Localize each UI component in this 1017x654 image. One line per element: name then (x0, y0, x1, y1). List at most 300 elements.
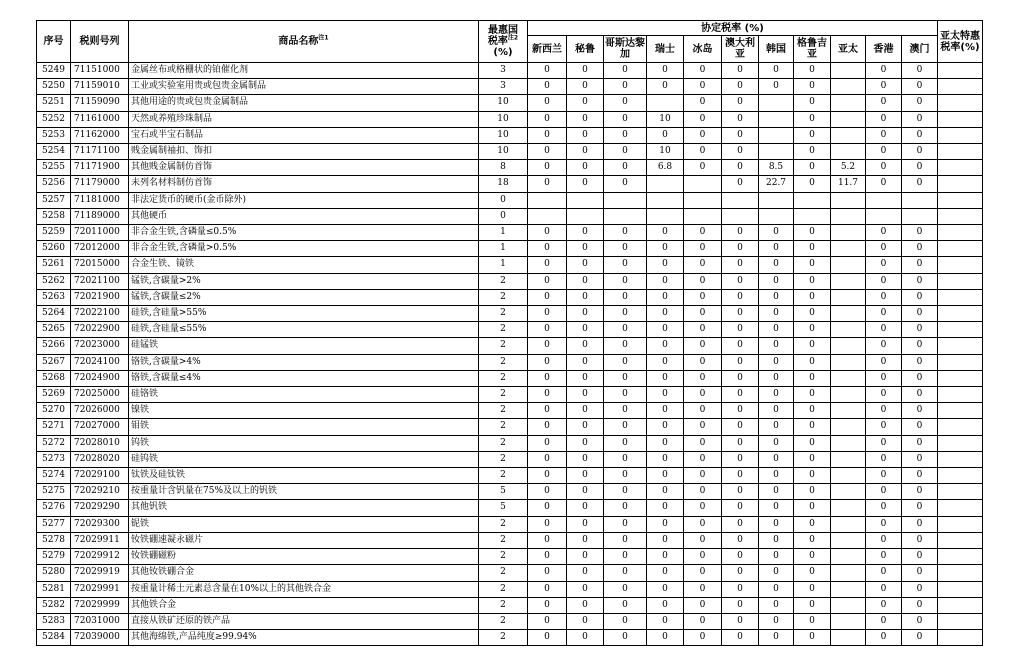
cell-mfn: 1 (479, 225, 528, 241)
cell-rate: 0 (759, 565, 794, 581)
cell-rate: 0 (567, 565, 604, 581)
cell-rate: 0 (567, 435, 604, 451)
cell-rate: 0 (722, 225, 759, 241)
cell-rate: 0 (794, 354, 831, 370)
cell-rate: 0 (722, 451, 759, 467)
cell-rate: 0 (647, 63, 684, 79)
cell-rate (831, 484, 866, 500)
cell-apta (938, 500, 983, 516)
cell-rate: 0 (722, 79, 759, 95)
cell-rate: 0 (794, 257, 831, 273)
table-row (37, 468, 983, 484)
cell-rate: 0 (866, 257, 902, 273)
cell-rate: 0 (722, 468, 759, 484)
cell-seq: 5276 (37, 500, 71, 516)
cell-rate: 0 (604, 95, 647, 111)
cell-rate: 0 (759, 273, 794, 289)
cell-rate: 0 (866, 468, 902, 484)
cell-rate: 0 (567, 338, 604, 354)
cell-rate: 0 (684, 387, 722, 403)
cell-apta (938, 613, 983, 629)
tariff-table (36, 20, 983, 646)
cell-rate: 0 (684, 468, 722, 484)
table-row (37, 435, 983, 451)
cell-mfn: 3 (479, 63, 528, 79)
table-row (37, 565, 983, 581)
cell-rate: 0 (902, 484, 938, 500)
cell-rate: 0 (794, 500, 831, 516)
cell-rate: 0 (866, 581, 902, 597)
table-row (37, 79, 983, 95)
cell-rate: 0 (722, 338, 759, 354)
header-agreement: 协定税率 (%) (528, 21, 938, 36)
cell-apta (938, 208, 983, 224)
header-country: 亚太 (831, 36, 866, 63)
cell-code: 71171900 (71, 160, 129, 176)
header-name (129, 21, 479, 63)
cell-code: 72027000 (71, 419, 129, 435)
cell-rate (528, 208, 567, 224)
cell-rate: 0 (647, 419, 684, 435)
cell-seq: 5275 (37, 484, 71, 500)
cell-rate: 0 (902, 306, 938, 322)
cell-rate: 0 (604, 176, 647, 192)
header-mfn (479, 21, 528, 63)
cell-rate: 0 (567, 516, 604, 532)
cell-rate: 0 (794, 176, 831, 192)
header-mfn-line1: 最惠国 (488, 25, 518, 36)
cell-mfn: 18 (479, 176, 528, 192)
cell-rate: 0 (647, 484, 684, 500)
cell-rate: 0 (794, 306, 831, 322)
header-code: 税则号列 (71, 21, 129, 63)
table-row (37, 516, 983, 532)
cell-rate: 0 (647, 630, 684, 646)
cell-rate: 0 (528, 289, 567, 305)
cell-rate: 0 (528, 322, 567, 338)
cell-apta (938, 225, 983, 241)
cell-rate: 0 (567, 95, 604, 111)
cell-rate: 0 (567, 387, 604, 403)
cell-rate: 0 (647, 127, 684, 143)
cell-code: 71181000 (71, 192, 129, 208)
cell-rate (684, 176, 722, 192)
header-country: 澳门 (902, 36, 938, 63)
cell-rate: 0 (794, 630, 831, 646)
cell-rate: 0 (684, 306, 722, 322)
cell-rate: 0 (647, 322, 684, 338)
cell-rate: 0 (902, 322, 938, 338)
cell-name: 工业或实验室用贵或包贵金属制品 (129, 79, 479, 95)
cell-name: 合金生铁、镜铁 (129, 257, 479, 273)
cell-rate (759, 208, 794, 224)
cell-apta (938, 435, 983, 451)
cell-name: 锰铁,含碳量>2% (129, 273, 479, 289)
cell-rate: 10 (647, 144, 684, 160)
header-mfn-note: 注2 (507, 34, 519, 42)
cell-code: 72026000 (71, 403, 129, 419)
cell-mfn: 2 (479, 630, 528, 646)
cell-apta (938, 597, 983, 613)
cell-seq: 5260 (37, 241, 71, 257)
cell-rate: 0 (902, 273, 938, 289)
cell-rate (647, 192, 684, 208)
cell-rate: 0 (794, 484, 831, 500)
cell-name: 按重量计稀土元素总含量在10%以上的其他铁合金 (129, 581, 479, 597)
table-row (37, 549, 983, 565)
cell-rate: 0 (866, 516, 902, 532)
cell-seq: 5277 (37, 516, 71, 532)
cell-rate (831, 225, 866, 241)
cell-name: 按重量计含钒量在75%及以上的钒铁 (129, 484, 479, 500)
cell-apta (938, 273, 983, 289)
cell-apta (938, 63, 983, 79)
cell-seq: 5278 (37, 532, 71, 548)
cell-seq: 5266 (37, 338, 71, 354)
cell-rate: 0 (759, 289, 794, 305)
cell-rate: 0 (794, 144, 831, 160)
cell-rate (831, 63, 866, 79)
header-country: 瑞士 (647, 36, 684, 63)
cell-rate: 0 (567, 484, 604, 500)
cell-seq: 5249 (37, 63, 71, 79)
cell-name: 其他海绵铁,产品纯度≥99.94% (129, 630, 479, 646)
cell-rate: 0 (902, 127, 938, 143)
cell-rate: 0 (528, 500, 567, 516)
cell-name: 镍铁 (129, 403, 479, 419)
cell-seq: 5255 (37, 160, 71, 176)
cell-rate: 0 (866, 549, 902, 565)
cell-rate (794, 208, 831, 224)
cell-rate (831, 500, 866, 516)
cell-rate: 0 (722, 630, 759, 646)
cell-rate (831, 435, 866, 451)
table-row (37, 144, 983, 160)
cell-rate (831, 322, 866, 338)
cell-rate: 0 (604, 306, 647, 322)
cell-rate: 0 (528, 613, 567, 629)
cell-rate: 0 (684, 532, 722, 548)
cell-rate: 0 (528, 79, 567, 95)
cell-code: 72029300 (71, 516, 129, 532)
cell-seq: 5259 (37, 225, 71, 241)
cell-rate: 0 (567, 403, 604, 419)
cell-rate: 0 (722, 549, 759, 565)
cell-rate: 0 (647, 451, 684, 467)
cell-rate: 0 (902, 111, 938, 127)
cell-rate: 0 (902, 451, 938, 467)
cell-rate: 0 (604, 549, 647, 565)
cell-rate: 0 (647, 565, 684, 581)
cell-rate: 0 (567, 160, 604, 176)
cell-rate (831, 273, 866, 289)
cell-apta (938, 565, 983, 581)
cell-seq: 5262 (37, 273, 71, 289)
cell-rate: 0 (684, 354, 722, 370)
cell-apta (938, 370, 983, 386)
cell-mfn: 2 (479, 435, 528, 451)
cell-mfn: 0 (479, 208, 528, 224)
cell-rate: 0 (604, 500, 647, 516)
cell-code: 72023000 (71, 338, 129, 354)
cell-seq: 5271 (37, 419, 71, 435)
table-row (37, 630, 983, 646)
cell-seq: 5270 (37, 403, 71, 419)
cell-rate: 0 (866, 176, 902, 192)
cell-rate: 0 (866, 500, 902, 516)
cell-apta (938, 160, 983, 176)
cell-rate: 0 (604, 241, 647, 257)
cell-rate: 0 (902, 79, 938, 95)
cell-name: 钛铁及硅钛铁 (129, 468, 479, 484)
cell-rate (604, 208, 647, 224)
cell-name: 直接从铁矿还原的铁产品 (129, 613, 479, 629)
cell-code: 72029290 (71, 500, 129, 516)
cell-seq: 5269 (37, 387, 71, 403)
cell-rate: 0 (528, 111, 567, 127)
cell-rate: 0 (794, 160, 831, 176)
cell-rate: 0 (866, 111, 902, 127)
cell-rate: 0 (794, 289, 831, 305)
cell-rate: 0 (866, 597, 902, 613)
cell-rate: 0 (794, 338, 831, 354)
cell-rate (831, 208, 866, 224)
cell-rate: 0 (794, 403, 831, 419)
cell-rate (759, 144, 794, 160)
cell-rate: 0 (722, 354, 759, 370)
cell-name: 硅铁,含硅量≤55% (129, 322, 479, 338)
cell-rate: 0 (647, 257, 684, 273)
cell-rate: 0 (604, 111, 647, 127)
cell-rate (831, 192, 866, 208)
cell-rate: 0 (759, 484, 794, 500)
cell-rate: 0 (866, 289, 902, 305)
cell-rate: 0 (866, 387, 902, 403)
table-row (37, 306, 983, 322)
cell-seq: 5283 (37, 613, 71, 629)
cell-rate: 0 (722, 370, 759, 386)
cell-rate: 0 (759, 79, 794, 95)
cell-code: 72024900 (71, 370, 129, 386)
cell-rate: 0 (684, 241, 722, 257)
table-row (37, 387, 983, 403)
cell-rate: 0 (759, 63, 794, 79)
cell-rate: 0 (647, 549, 684, 565)
cell-rate: 0 (567, 111, 604, 127)
cell-rate: 0 (604, 613, 647, 629)
cell-rate: 0 (722, 63, 759, 79)
cell-name: 铌铁 (129, 516, 479, 532)
cell-code: 71151000 (71, 63, 129, 79)
cell-rate: 0 (794, 79, 831, 95)
cell-seq: 5263 (37, 289, 71, 305)
cell-rate (831, 532, 866, 548)
cell-rate: 0 (528, 549, 567, 565)
cell-rate: 0 (604, 468, 647, 484)
cell-rate: 0 (794, 225, 831, 241)
cell-rate: 0 (647, 79, 684, 95)
cell-rate (831, 403, 866, 419)
cell-rate: 0 (902, 370, 938, 386)
table-row (37, 581, 983, 597)
cell-code: 72029210 (71, 484, 129, 500)
cell-apta (938, 79, 983, 95)
cell-rate (831, 338, 866, 354)
cell-name: 天然或养殖珍珠制品 (129, 111, 479, 127)
cell-name: 钼铁 (129, 419, 479, 435)
header-mfn-line2: 税率 (487, 36, 508, 47)
cell-rate: 5.2 (831, 160, 866, 176)
cell-rate: 0 (684, 403, 722, 419)
table-row (37, 225, 983, 241)
cell-rate (684, 208, 722, 224)
cell-code: 72015000 (71, 257, 129, 273)
cell-apta (938, 176, 983, 192)
cell-rate: 0 (794, 95, 831, 111)
cell-mfn: 2 (479, 581, 528, 597)
cell-rate: 0 (567, 176, 604, 192)
table-row (37, 484, 983, 500)
cell-apta (938, 516, 983, 532)
cell-rate: 0 (684, 225, 722, 241)
cell-rate: 0 (902, 225, 938, 241)
cell-rate: 0 (684, 257, 722, 273)
cell-rate: 0 (528, 127, 567, 143)
cell-rate (831, 565, 866, 581)
cell-rate: 0 (567, 532, 604, 548)
cell-rate (647, 176, 684, 192)
table-row (37, 597, 983, 613)
cell-rate: 0 (567, 613, 604, 629)
cell-code: 72029999 (71, 597, 129, 613)
table-row (37, 95, 983, 111)
cell-rate: 0 (528, 468, 567, 484)
cell-rate (567, 192, 604, 208)
cell-seq: 5257 (37, 192, 71, 208)
cell-rate: 0 (722, 597, 759, 613)
header-country: 香港 (866, 36, 902, 63)
cell-name: 宝石或半宝石制品 (129, 127, 479, 143)
cell-rate: 0 (722, 435, 759, 451)
cell-rate: 0 (866, 484, 902, 500)
cell-rate: 0 (567, 597, 604, 613)
table-row (37, 532, 983, 548)
cell-rate: 0 (902, 403, 938, 419)
cell-rate (831, 144, 866, 160)
cell-rate: 0 (759, 451, 794, 467)
cell-rate: 0 (528, 403, 567, 419)
cell-apta (938, 289, 983, 305)
cell-rate: 0 (902, 144, 938, 160)
cell-rate: 0 (722, 95, 759, 111)
header-seq: 序号 (37, 21, 71, 63)
cell-apta (938, 192, 983, 208)
cell-rate: 0 (722, 387, 759, 403)
cell-rate (831, 95, 866, 111)
cell-apta (938, 241, 983, 257)
cell-name: 贱金属制袖扣、饰扣 (129, 144, 479, 160)
cell-rate: 0 (567, 127, 604, 143)
cell-rate: 0 (647, 338, 684, 354)
cell-code: 72028010 (71, 435, 129, 451)
cell-rate: 0 (647, 435, 684, 451)
cell-seq: 5280 (37, 565, 71, 581)
cell-rate: 0 (794, 63, 831, 79)
cell-rate: 0 (759, 225, 794, 241)
cell-rate: 0 (866, 79, 902, 95)
cell-apta (938, 532, 983, 548)
cell-rate: 0 (722, 127, 759, 143)
cell-code: 71179000 (71, 176, 129, 192)
table-row (37, 127, 983, 143)
cell-rate: 0 (722, 500, 759, 516)
cell-rate: 0 (567, 354, 604, 370)
table-row (37, 322, 983, 338)
cell-rate: 0 (684, 500, 722, 516)
cell-rate: 0 (604, 419, 647, 435)
cell-apta (938, 581, 983, 597)
table-row (37, 419, 983, 435)
cell-rate: 0 (759, 532, 794, 548)
cell-rate: 0 (794, 111, 831, 127)
cell-rate: 0 (759, 630, 794, 646)
cell-rate: 0 (794, 581, 831, 597)
cell-rate: 0 (528, 532, 567, 548)
cell-rate: 0 (902, 160, 938, 176)
cell-rate: 0 (647, 468, 684, 484)
cell-code: 71171100 (71, 144, 129, 160)
cell-code: 72028020 (71, 451, 129, 467)
cell-rate (759, 192, 794, 208)
cell-rate: 0 (759, 500, 794, 516)
cell-apta (938, 549, 983, 565)
cell-code: 72031000 (71, 613, 129, 629)
cell-rate: 0 (722, 111, 759, 127)
cell-rate: 0 (759, 306, 794, 322)
cell-rate: 0 (794, 597, 831, 613)
table-row (37, 370, 983, 386)
cell-rate: 8.5 (759, 160, 794, 176)
cell-code: 72021100 (71, 273, 129, 289)
cell-code: 71159010 (71, 79, 129, 95)
cell-name: 其他钒铁 (129, 500, 479, 516)
cell-rate (902, 208, 938, 224)
cell-rate: 0 (528, 176, 567, 192)
cell-mfn: 5 (479, 484, 528, 500)
cell-mfn: 2 (479, 338, 528, 354)
cell-rate: 0 (684, 370, 722, 386)
cell-name: 金属丝布或格栅状的铂催化剂 (129, 63, 479, 79)
cell-code: 71161000 (71, 111, 129, 127)
cell-rate (866, 192, 902, 208)
cell-rate: 0 (866, 160, 902, 176)
table-row (37, 160, 983, 176)
cell-name: 未列名材料制仿首饰 (129, 176, 479, 192)
cell-rate: 0 (528, 273, 567, 289)
cell-rate: 0 (604, 338, 647, 354)
cell-code: 72029919 (71, 565, 129, 581)
cell-mfn: 2 (479, 613, 528, 629)
cell-mfn: 2 (479, 532, 528, 548)
cell-rate: 0 (866, 613, 902, 629)
cell-mfn: 2 (479, 289, 528, 305)
cell-mfn: 10 (479, 111, 528, 127)
cell-apta (938, 95, 983, 111)
table-row (37, 111, 983, 127)
cell-rate: 0 (528, 63, 567, 79)
table-row (37, 289, 983, 305)
cell-rate: 0 (567, 630, 604, 646)
